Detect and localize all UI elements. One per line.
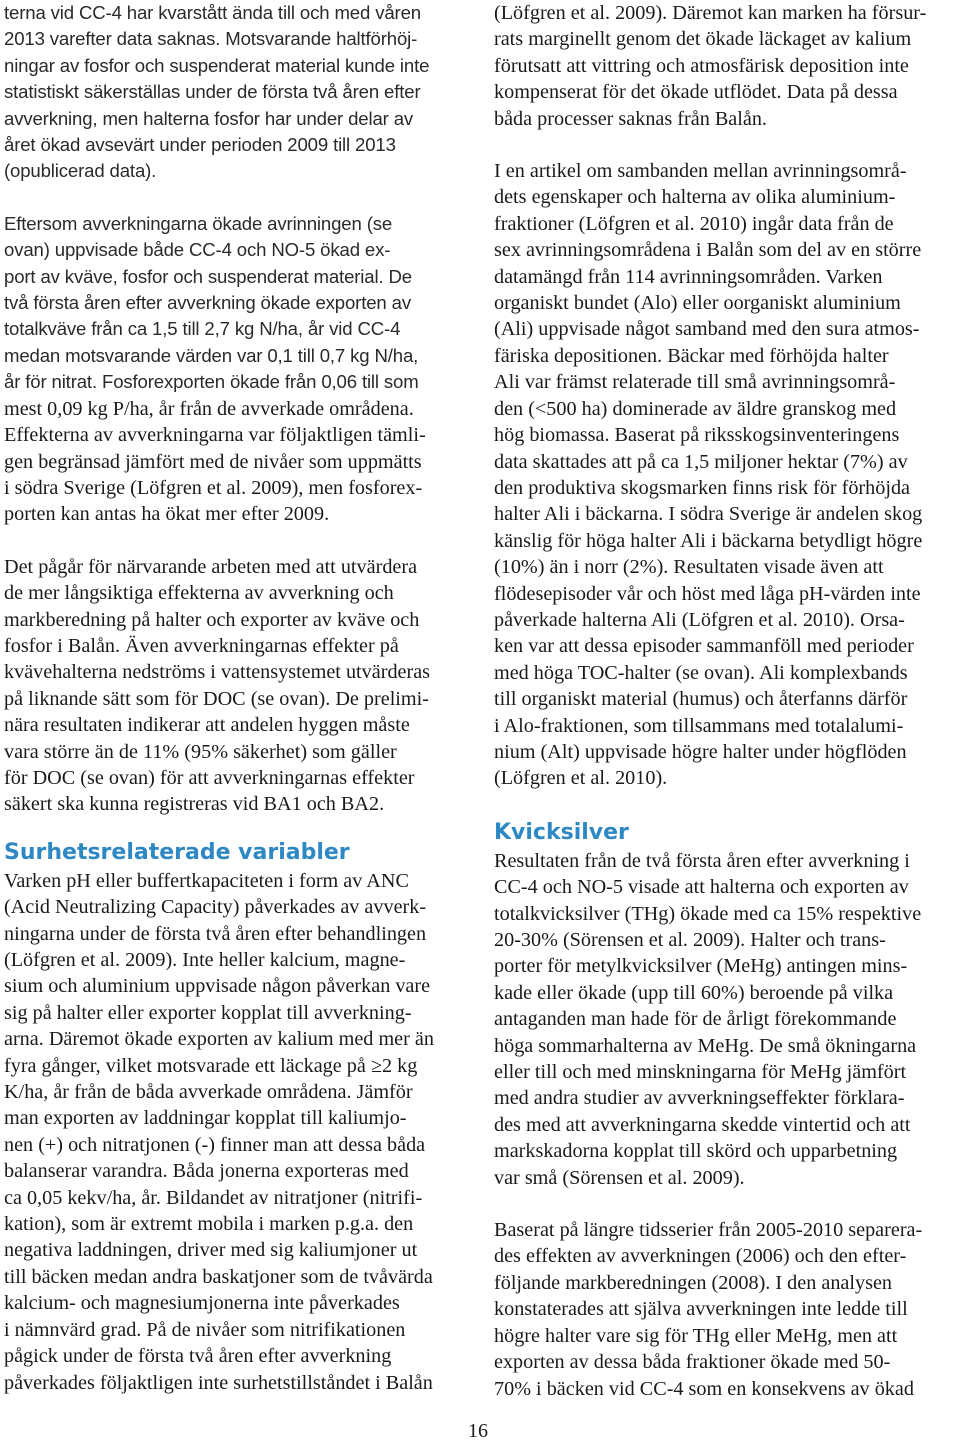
- text-line: båda processer saknas från Balån.: [494, 107, 767, 130]
- right-paragraph-4: [494, 1217, 956, 1402]
- text-line: två första åren efter avverkning ökade exporten av: [4, 292, 411, 314]
- text-line: des med att avverkningarna skedde vintertid och att: [494, 1113, 911, 1136]
- text-line: balanserar varandra. Båda jonerna exporteras med: [4, 1160, 409, 1183]
- text-line: port av kväve, fosfor och suspenderat material. De: [4, 265, 412, 287]
- text-line: 2013 varefter data saknas. Motsvarande haltförhöj-: [4, 28, 418, 50]
- text-line: i södra Sverige (Löfgren et al. 2009), men fosforex-: [4, 476, 423, 499]
- text-line: medan motsvarande värden var 0,1 till 0,7 kg N/ha,: [4, 344, 419, 366]
- text-line: datamängd från 114 avrinningsområden. Varken: [494, 265, 883, 288]
- text-line: exporten av dessa båda fraktioner ökade med 50-: [494, 1351, 891, 1374]
- text-line: känslig för höga halter Ali i bäckarna betydligt högre: [494, 529, 923, 552]
- text-line: terna vid CC-4 har kvarstått ända till och med våren: [4, 2, 421, 23]
- text-line: Resultaten från de två första åren efter avverkning i: [494, 849, 910, 872]
- text-line: de mer långsiktiga effekterna av avverkning och: [4, 582, 394, 605]
- text-line: ningar av fosfor och suspenderat material kunde inte: [4, 54, 430, 76]
- text-line: vara större än de 11% (95% säkerhet) som gäller: [4, 740, 397, 763]
- text-line: markskadorna kopplat till skörd och upparbetning: [494, 1140, 898, 1163]
- section-heading-kvicksilver: Kvicksilver: [494, 819, 629, 845]
- text-line: (Ali) uppvisade något samband med den sura atmos-: [494, 318, 920, 341]
- right-paragraph-1: [494, 0, 956, 132]
- left-paragraph-2: [4, 211, 470, 528]
- text-line: påverkades följaktligen inte surhetstillståndet i Balån: [4, 1371, 433, 1394]
- text-line: pågick under de första två åren efter avverkning: [4, 1345, 392, 1368]
- text-line: sium och aluminium uppvisade någon påverkan vare: [4, 975, 431, 998]
- section-heading-surhet: Surhetsrelaterade variabler: [4, 839, 350, 865]
- text-line: (10%) än i norr (2%). Resultaten visade även att: [494, 556, 884, 579]
- text-line: (Löfgren et al. 2009). Däremot kan marken ha försur-: [494, 2, 927, 24]
- text-line: I en artikel om sambanden mellan avrinningsområ-: [494, 160, 907, 183]
- text-line: flödesepisoder vår och höst med låga pH-värden inte: [494, 582, 921, 605]
- text-line: fyra gånger, vilket motsvarade ett läckage på ≥2 kg: [4, 1054, 418, 1077]
- text-line: högre halter vare sig för THg eller MeHg, men att: [494, 1324, 898, 1347]
- text-line: eller till och med minskningarna för MeHg jämfört: [494, 1061, 907, 1084]
- text-line: arna. Däremot ökade exporten av kalium med mer än: [4, 1028, 434, 1051]
- text-line: data skattades att på ca 1,5 miljoner hektar (7%) av: [494, 450, 908, 473]
- text-line: året ökad avsevärt under perioden 2009 till 2013: [4, 134, 396, 156]
- text-line: förutsatt att vittring och atmosfärisk deposition inte: [494, 54, 909, 77]
- text-line: Ali var främst relaterade till små avrinningsområ-: [494, 371, 896, 394]
- text-line: fraktioner (Löfgren et al. 2010) ingår data från de: [494, 212, 894, 235]
- text-line: gen begränsad jämfört med de nivåer som uppmätts: [4, 450, 422, 473]
- text-line: porter för metylkvicksilver (MeHg) antingen mins-: [494, 955, 908, 978]
- text-line: för DOC (se ovan) för att avverkningarnas effekter: [4, 766, 415, 789]
- text-line: fosfor i Balån. Även avverkningarnas effekter på: [4, 634, 399, 657]
- text-line: ken var att dessa episoder sammanföll med perioder: [494, 635, 914, 658]
- text-line: nen (+) och nitratjonen (-) finner man att dessa båda: [4, 1133, 426, 1156]
- text-line: ovan) uppvisade både CC-4 och NO-5 ökad ex-: [4, 239, 391, 261]
- text-line: Varken pH eller buffertkapaciteten i form av ANC: [4, 869, 409, 892]
- text-line: (opublicerad data).: [4, 160, 157, 182]
- text-line: kade eller ökade (upp till 60%) beroende på vilka: [494, 981, 894, 1004]
- text-line: följande markberedningen (2008). I den analysen: [494, 1271, 892, 1294]
- right-paragraph-3: [494, 848, 956, 1191]
- text-line: ca 0,05 kekv/ha, år. Bildandet av nitratjoner (nitrifi-: [4, 1186, 423, 1209]
- text-line: Effekterna av avverkningarna var följaktligen tämli-: [4, 424, 426, 447]
- text-line: ningarna under de första två åren efter behandlingen: [4, 922, 427, 945]
- text-line: kvävehalterna nedströms i vattensystemet utvärderas: [4, 661, 431, 684]
- text-line: den produktiva skogsmarken finns risk för förhöjda: [494, 476, 911, 499]
- text-line: färiska depositionen. Bäckar med förhöjda halter: [494, 344, 889, 367]
- text-line: organiskt bundet (Alo) eller oorganiskt aluminium: [494, 292, 901, 315]
- text-line: kompenserat för det ökade utflödet. Data på dessa: [494, 81, 898, 104]
- text-line: antaganden man hade för de årligt förekommande: [494, 1008, 897, 1031]
- text-line: porten kan antas ha ökat mer efter 2009.: [4, 503, 330, 526]
- text-line: kation), som är extremt mobila i marken p.g.a. den: [4, 1213, 414, 1236]
- text-line: i Alo-fraktionen, som tillsammans med totalalumi-: [494, 714, 904, 737]
- text-line: med höga TOC-halter (se ovan). Ali komplexbands: [494, 661, 908, 684]
- text-line: nära resultaten indikerar att andelen hyggen måste: [4, 714, 410, 737]
- text-line: des effekten av avverkningen (2006) och den efter-: [494, 1245, 907, 1268]
- text-line: år för nitrat. Fosforexporten ökade från 0,06 till som: [4, 371, 419, 393]
- text-line: 70% i bäcken vid CC-4 som en konsekvens av ökad: [494, 1377, 914, 1400]
- text-line: totalkvicksilver (THg) ökade med ca 15% respektive: [494, 902, 922, 925]
- text-line: Eftersom avverkningarna ökade avrinningen (se: [4, 212, 393, 234]
- text-line: 20-30% (Sörensen et al. 2009). Halter och trans-: [494, 929, 886, 951]
- left-column: [4, 0, 470, 1396]
- text-line: den (<500 ha) dominerade av äldre granskog med: [494, 397, 897, 420]
- text-line: med andra studier av avverkningseffekter förklara-: [494, 1087, 905, 1110]
- text-line: Det pågår för närvarande arbeten med att utvärdera: [4, 555, 418, 578]
- text-line: rats marginellt genom det ökade läckaget av kalium: [494, 28, 912, 51]
- text-line: säkert ska kunna registreras vid BA1 och BA2.: [4, 793, 385, 816]
- text-line: Baserat på längre tidsserier från 2005-2010 separera-: [494, 1219, 923, 1242]
- text-line: dets egenskaper och halterna av olika aluminium-: [494, 186, 896, 209]
- text-line: statistiskt säkerställas under de första två åren efter: [4, 81, 421, 103]
- text-line: nium (Alt) uppvisade högre halter under högflöden: [494, 740, 907, 763]
- text-line: (Acid Neutralizing Capacity) påverkades av avverk-: [4, 896, 427, 919]
- text-line: på liknande sätt som för DOC (se ovan). De prelimi-: [4, 687, 429, 710]
- text-line: sig på halter eller exporter kopplat till avverkning-: [4, 1001, 412, 1024]
- right-paragraph-2: [494, 158, 956, 792]
- text-line: (Löfgren et al. 2010).: [494, 767, 668, 790]
- text-line: höga sommarhalterna av MeHg. De små ökningarna: [494, 1034, 917, 1057]
- text-line: negativa laddningen, driver med sig kaliumjoner ut: [4, 1239, 418, 1262]
- left-paragraph-1: [4, 0, 470, 185]
- text-line: var små (Sörensen et al. 2009).: [494, 1166, 745, 1189]
- text-line: markberedning på halter och exporter av kväve och: [4, 608, 420, 631]
- page-number: 16: [468, 1420, 488, 1442]
- text-line: K/ha, år från de båda avverkade områdena. Jämför: [4, 1081, 413, 1104]
- text-line: i nämnvärd grad. På de nivåer som nitrifikationen: [4, 1318, 406, 1341]
- text-line: halter Ali i bäckarna. I södra Sverige är andelen skog: [494, 503, 923, 526]
- text-line: till organiskt material (humus) och återfanns därför: [494, 688, 908, 711]
- text-line: totalkväve från ca 1,5 till 2,7 kg N/ha, år vid CC-4: [4, 318, 401, 340]
- text-line: påverkade halterna Ali (Löfgren et al. 2010). Orsa-: [494, 608, 905, 631]
- text-line: mest 0,09 kg P/ha, år från de avverkade områdena.: [4, 397, 414, 420]
- left-paragraph-4: [4, 868, 470, 1396]
- left-paragraph-3: [4, 554, 470, 818]
- text-line: till bäcken medan andra baskatjoner som de tvåvärda: [4, 1265, 433, 1288]
- right-column: [494, 0, 956, 1402]
- text-line: konstaterades att själva avverkningen inte ledde till: [494, 1298, 908, 1321]
- text-line: man exporten av laddningar kopplat till kaliumjo-: [4, 1107, 407, 1130]
- text-line: hög biomassa. Baserat på riksskogsinventeringens: [494, 424, 900, 447]
- text-line: kalcium- och magnesiumjonerna inte påverkades: [4, 1292, 400, 1315]
- text-line: CC-4 och NO-5 visade att halterna och exporten av: [494, 876, 909, 899]
- text-line: avverkning, men halterna fosfor har under delar av: [4, 107, 414, 129]
- text-line: sex avrinningsområdena i Balån som del av en större: [494, 239, 922, 262]
- text-line: (Löfgren et al. 2009). Inte heller kalcium, magne-: [4, 949, 406, 971]
